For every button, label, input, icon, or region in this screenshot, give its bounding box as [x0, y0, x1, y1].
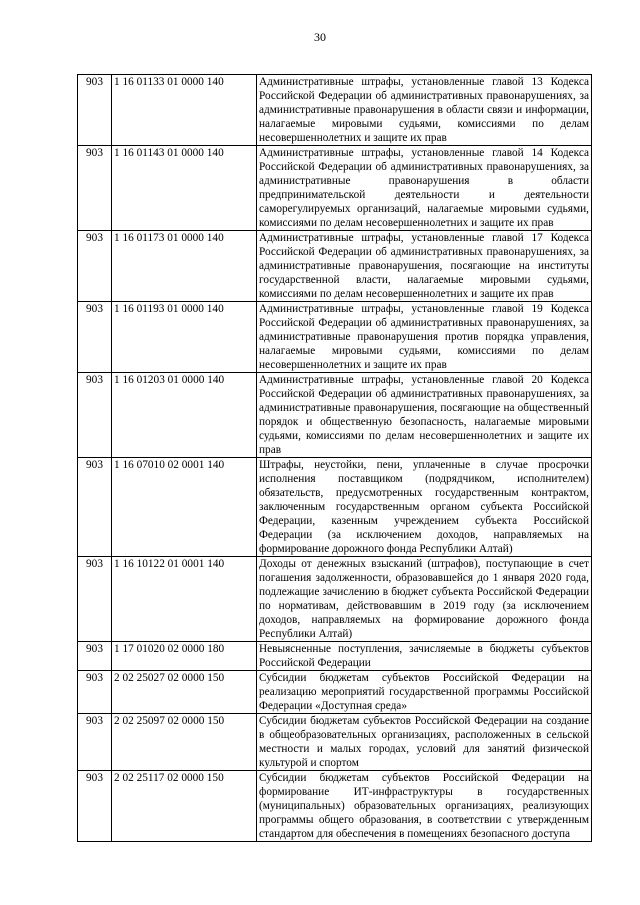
table-row: [78, 75, 592, 146]
revenue-description-cell: Субсидии бюджетам субъектов Российской Федерации на реализацию мероприятий государственной программы Российской Федерации «Доступная среда»: [257, 671, 592, 714]
table-row: [78, 373, 592, 458]
table-row: [78, 771, 592, 842]
budget-classification-code-cell: 2 02 25117 02 0000 150: [112, 771, 257, 842]
revenue-description-cell: Доходы от денежных взысканий (штрафов), поступающие в счет погашения задолженности, образовавшейся до 1 января 2020 года, подлежащие зачислению в бюджет субъекта Российской Федерации по нормативам, действовавшим в 2019 году (за исключением доходов, направляемых на формирование дорожного фонда Республики Алтай): [257, 557, 592, 642]
admin-code-cell: 903: [78, 75, 112, 146]
admin-code-cell: 903: [78, 557, 112, 642]
revenue-codes-table: [77, 74, 592, 842]
admin-code-cell: 903: [78, 373, 112, 458]
revenue-description-cell: Административные штрафы, установленные главой 19 Кодекса Российской Федерации об административных правонарушениях, за административные правонарушения против порядка управления, налагаемые мировыми судьями, комиссиями по делам несовершеннолетних и защите их прав: [257, 302, 592, 373]
table-row: [78, 458, 592, 557]
revenue-description-cell: Административные штрафы, установленные главой 17 Кодекса Российской Федерации об административных правонарушениях, за административные правонарушения, посягающие на институты государственной власти, налагаемые мировыми судьями, комиссиями по делам несовершеннолетних и защите их прав: [257, 231, 592, 302]
revenue-description-cell: Административные штрафы, установленные главой 13 Кодекса Российской Федерации об административных правонарушениях, за административные правонарушения в области связи и информации, налагаемые мировыми судьями, комиссиями по делам несовершеннолетних и защите их прав: [257, 75, 592, 146]
revenue-description-cell: Административные штрафы, установленные главой 20 Кодекса Российской Федерации об административных правонарушениях, за административные правонарушения, посягающие на общественный порядок и общественную безопасность, налагаемые мировыми судьями, комиссиями по делам несовершеннолетних и защите их прав: [257, 373, 592, 458]
budget-classification-code-cell: 1 17 01020 02 0000 180: [112, 642, 257, 671]
admin-code-cell: 903: [78, 714, 112, 771]
table-row: [78, 146, 592, 231]
revenue-description-cell: Административные штрафы, установленные главой 14 Кодекса Российской Федерации об административных правонарушениях, за административные правонарушения в области предпринимательской деятельности и деятельности саморегулируемых организаций, налагаемые мировыми судьями, комиссиями по делам несовершеннолетних и защите их прав: [257, 146, 592, 231]
admin-code-cell: 903: [78, 771, 112, 842]
budget-classification-code-cell: 1 16 01133 01 0000 140: [112, 75, 257, 146]
budget-classification-code-cell: 1 16 07010 02 0001 140: [112, 458, 257, 557]
page-number: 30: [314, 30, 326, 44]
budget-classification-code-cell: 2 02 25097 02 0000 150: [112, 714, 257, 771]
budget-classification-code-cell: 2 02 25027 02 0000 150: [112, 671, 257, 714]
budget-classification-code-cell: 1 16 01203 01 0000 140: [112, 373, 257, 458]
budget-classification-code-cell: 1 16 10122 01 0001 140: [112, 557, 257, 642]
budget-classification-code-cell: 1 16 01143 01 0000 140: [112, 146, 257, 231]
table-body: [78, 75, 592, 842]
admin-code-cell: 903: [78, 302, 112, 373]
table-row: [78, 557, 592, 642]
admin-code-cell: 903: [78, 458, 112, 557]
revenue-description-cell: Субсидии бюджетам субъектов Российской Федерации на создание в общеобразовательных организациях, расположенных в сельской местности и малых городах, условий для занятий физической культурой и спортом: [257, 714, 592, 771]
revenue-description-cell: Невыясненные поступления, зачисляемые в бюджеты субъектов Российской Федерации: [257, 642, 592, 671]
admin-code-cell: 903: [78, 642, 112, 671]
table-row: [78, 302, 592, 373]
budget-classification-code-cell: 1 16 01193 01 0000 140: [112, 302, 257, 373]
table-row: [78, 671, 592, 714]
admin-code-cell: 903: [78, 231, 112, 302]
admin-code-cell: 903: [78, 146, 112, 231]
budget-classification-code-cell: 1 16 01173 01 0000 140: [112, 231, 257, 302]
revenue-description-cell: Штрафы, неустойки, пени, уплаченные в случае просрочки исполнения поставщиком (подрядчиком, исполнителем) обязательств, предусмотренных государственным контрактом, заключенным государственным органом субъекта Российской Федерации, казенным учреждением субъекта Российской Федерации (за исключением доходов, направляемых на формирование дорожного фонда Республики Алтай): [257, 458, 592, 557]
admin-code-cell: 903: [78, 671, 112, 714]
revenue-description-cell: Субсидии бюджетам субъектов Российской Федерации на формирование ИТ-инфраструктуры в государственных (муниципальных) образовательных организациях, реализующих программы общего образования, в соответствии с утвержденным стандартом для обеспечения в помещениях безопасного доступа: [257, 771, 592, 842]
table-row: [78, 642, 592, 671]
table-row: [78, 714, 592, 771]
table-row: [78, 231, 592, 302]
